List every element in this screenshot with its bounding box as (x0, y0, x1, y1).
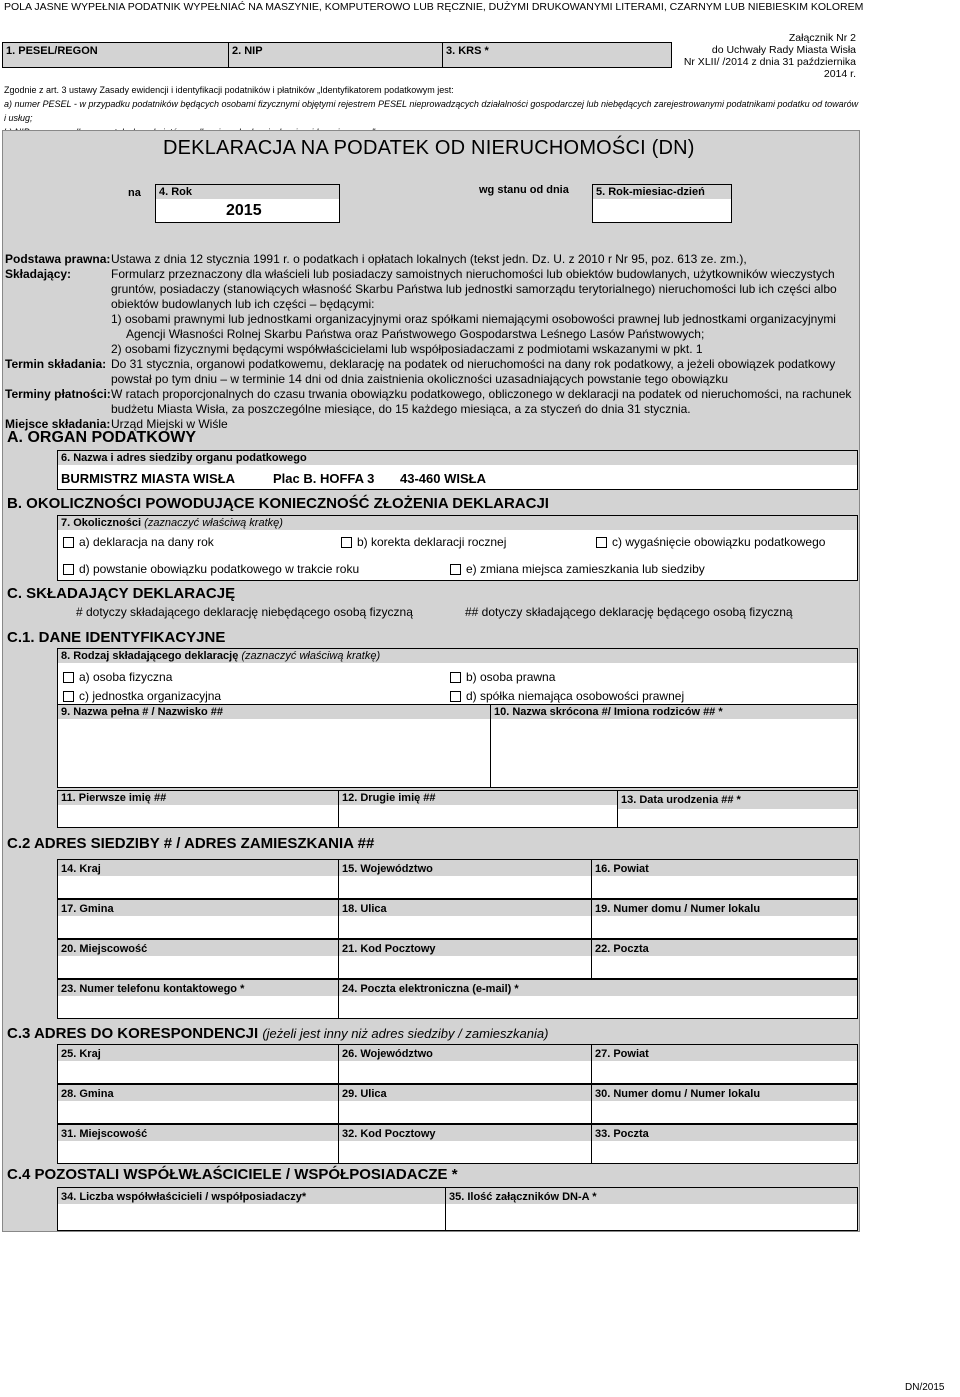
circumstances-label (58, 516, 286, 530)
option-e[interactable] (450, 562, 705, 576)
skladajacy-line-5: Agencji Własności Rolnej Skarbu Państwa oraz Państwowego Gospodarstwa Leśnego Lasów Państwowych; (126, 327, 705, 341)
skladajacy-line-3: obiektów budowlanych lub ich części – będącymi: (111, 297, 375, 311)
section-c4-title: C.4 POZOSTALI WSPÓŁWŁAŚCICIELE / WSPÓŁPOSIADACZE * (7, 1166, 458, 1183)
nip-label: 2. NIP (232, 45, 263, 57)
postal-code-field[interactable] (338, 939, 592, 979)
f23-label: 23. Numer telefonu kontaktowego * (61, 983, 245, 995)
annex-info (672, 32, 856, 80)
section-c-note-2: ## dotyczy składającego deklarację będącego osobą fizyczną (465, 605, 793, 619)
termin-line-2: powstał po tym dniu – w terminie 14 dni od dnia zaistnienia okoliczności uzasadniających powstanie tego obowiązku (111, 372, 729, 386)
f28-label: 28. Gmina (61, 1088, 114, 1100)
corr-postal-code-field[interactable] (338, 1124, 592, 1164)
krs-label: 3. KRS * (446, 45, 489, 57)
f12-label: 12. Drugie imię ## (342, 792, 436, 804)
platnosci-label: Terminy płatności: (5, 387, 111, 401)
country-field[interactable] (57, 859, 339, 899)
type-option-d-label: d) spółka niemająca osobowości prawnej (466, 689, 685, 703)
option-d[interactable] (63, 562, 359, 576)
f17-label: 17. Gmina (61, 903, 114, 915)
f35-label: 35. Ilość załączników DN-A * (449, 1191, 597, 1203)
pesel-regon-field[interactable] (2, 42, 229, 68)
podstawa-row (5, 252, 857, 267)
f19-label: 19. Numer domu / Numer lokalu (595, 903, 761, 915)
option-c-label: c) wygaśnięcie obowiązku podatkowego (612, 535, 826, 549)
section-c3-title-text: C.3 ADRES DO KORESPONDENCJI (7, 1025, 259, 1042)
type-option-b-label: b) osoba prawna (466, 670, 556, 684)
organ-label: 6. Nazwa i adres siedziby organu podatkowego (61, 452, 307, 464)
miejsce-text: Urząd Miejski w Wiśle (111, 417, 228, 431)
corr-street-field[interactable] (338, 1084, 592, 1124)
skladajacy-line-6: 2) osobami fizycznymi będącymi współwłaścicielami lub współposiadaczami z podmiotami wskazanymi w pkt. 1 (111, 342, 703, 356)
annex-line-1: Załącznik Nr 2 (788, 32, 856, 44)
declarant-type-label (58, 649, 383, 663)
type-checkbox-d[interactable] (450, 691, 461, 702)
declarant-type-hint: (zaznaczyć właściwą kratkę) (241, 650, 381, 662)
option-d-label: d) powstanie obowiązku podatkowego w trakcie roku (79, 562, 360, 576)
section-c-title: C. SKŁADAJĄCY DEKLARACJĘ (7, 585, 236, 602)
stan-label: wg stanu od dnia (479, 184, 569, 196)
termin-row (5, 357, 857, 387)
platnosci-text (111, 387, 857, 417)
corr-voivodeship-field[interactable] (338, 1044, 592, 1084)
checkbox-d[interactable] (63, 564, 74, 575)
termin-label: Termin składania: (5, 357, 107, 371)
option-e-label: e) zmiana miejsca zamieszkania lub siedziby (466, 562, 705, 576)
miejsce-label: Miejsce składania: (5, 417, 111, 431)
street-field[interactable] (338, 899, 592, 939)
year-label: 4. Rok (159, 186, 193, 198)
page-title: DEKLARACJA NA PODATEK OD NIERUCHOMOŚCI (DN) (163, 137, 695, 159)
podstawa-label: Podstawa prawna: (5, 252, 111, 266)
f14-label: 14. Kraj (61, 863, 101, 875)
platnosci-line-2: budżetu Miasta Wisła, za poszczególne miesiące, do 15 każdego miesiąca, a za styczeń do dnia 31 stycznia. (111, 402, 691, 416)
f9-label: 9. Nazwa pełna # / Nazwisko ## (61, 706, 224, 718)
option-a-label: a) deklaracja na dany rok (79, 535, 214, 549)
declarant-type-field (57, 648, 858, 705)
f11-label: 11. Pierwsze imię ## (61, 792, 167, 804)
organ-field[interactable] (57, 450, 858, 490)
circumstances-label-text: 7. Okoliczności (61, 517, 142, 529)
type-option-c-label: c) jednostka organizacyjna (79, 689, 222, 703)
f27-label: 27. Powiat (595, 1048, 649, 1060)
organ-name: BURMISTRZ MIASTA WISŁA (61, 471, 236, 486)
f25-label: 25. Kraj (61, 1048, 101, 1060)
platnosci-line-1: W ratach proporcjonalnych do czasu trwania obowiązku podatkowego, obliczonego w deklaracji na podatek od nieruchomości, na rachunek (111, 387, 852, 401)
skladajacy-line-4: 1) osobami prawnymi lub jednostkami organizacyjnymi oraz spółkami niemającymi osobowości prawnej lub jednostkami organizacyjnymi (111, 312, 836, 326)
section-c2-title: C.2 ADRES SIEDZIBY # / ADRES ZAMIESZKANIA ## (7, 835, 375, 852)
annex-line-3: Nr XLII/ /2014 z dnia 31 października 2014 r. (683, 56, 856, 80)
year-field[interactable] (155, 184, 340, 223)
circumstances-hint: (zaznaczyć właściwą kratkę) (144, 517, 283, 529)
voivodeship-field[interactable] (338, 859, 592, 899)
co-owners-count-field[interactable] (57, 1187, 446, 1231)
top-notice: POLA JASNE WYPEŁNIA PODATNIK WYPEŁNIAĆ NA MASZYNIE, KOMPUTEROWO LUB RĘCZNIE, DUŻYMI DRUKOWANYMI LITERAMI, CZARNYM LUB NIEBIESKIM KOLOREM (4, 1, 864, 13)
type-option-b[interactable] (450, 670, 555, 684)
f22-label: 22. Poczta (595, 943, 649, 955)
f34-label: 34. Liczba współwłaścicieli / współposiadaczy* (61, 1191, 307, 1203)
checkbox-b[interactable] (341, 537, 352, 548)
short-name-field[interactable] (490, 704, 858, 788)
date-field[interactable] (592, 184, 732, 223)
date-label: 5. Rok-miesiac-dzień (596, 186, 705, 198)
corr-county-field[interactable] (591, 1044, 858, 1084)
option-b-label: b) korekta deklaracji rocznej (357, 535, 507, 549)
first-name-field[interactable] (57, 790, 339, 828)
section-c1-title: C.1. DANE IDENTYFIKACYJNE (7, 629, 226, 646)
skladajacy-row (5, 267, 857, 357)
corr-locality-field[interactable] (57, 1124, 339, 1164)
second-name-field[interactable] (338, 790, 618, 828)
checkbox-a[interactable] (63, 537, 74, 548)
type-option-d[interactable] (450, 689, 684, 703)
section-b-title: B. OKOLICZNOŚCI POWODUJĄCE KONIECZNOŚĆ ZŁOŻENIA DEKLARACJI (7, 495, 549, 512)
podstawa-text: Ustawa z dnia 12 stycznia 1991 r. o podatkach i opłatach lokalnych (tekst jedn. Dz. U. z 2010 r Nr 95, poz. 613 ze. zm.), (111, 252, 747, 266)
nip-field[interactable] (228, 42, 443, 68)
option-b[interactable] (341, 535, 506, 549)
f16-label: 16. Powiat (595, 863, 649, 875)
form-code: DN/2015 (905, 1382, 945, 1393)
locality-field[interactable] (57, 939, 339, 979)
f26-label: 26. Województwo (342, 1048, 433, 1060)
f31-label: 31. Miejscowość (61, 1128, 148, 1140)
f18-label: 18. Ulica (342, 903, 387, 915)
f33-label: 33. Poczta (595, 1128, 649, 1140)
krs-field[interactable] (442, 42, 672, 68)
county-field[interactable] (591, 859, 858, 899)
type-checkbox-c[interactable] (63, 691, 74, 702)
organ-street: Plac B. HOFFA 3 (273, 471, 375, 486)
option-a[interactable] (63, 535, 214, 549)
section-a-title: A. ORGAN PODATKOWY (7, 429, 197, 446)
section-c-note-1: # dotyczy składającego deklarację niebędącego osobą fizyczną (76, 605, 413, 619)
platnosci-row (5, 387, 857, 417)
skladajacy-line-2: gruntów, posiadaczy (stanowiących własność Skarbu Państwa lub jednostki samorządu terytorialnego) nieruchomości lub ich części albo (111, 282, 837, 296)
year-value: 2015 (226, 202, 262, 219)
checkbox-c[interactable] (596, 537, 607, 548)
type-option-c[interactable] (63, 689, 221, 703)
attachments-count-field[interactable] (445, 1187, 858, 1231)
type-option-a[interactable] (63, 670, 172, 684)
organ-city: 43-460 WISŁA (400, 471, 486, 486)
f32-label: 32. Kod Pocztowy (342, 1128, 436, 1140)
commune-field[interactable] (57, 899, 339, 939)
section-c3-hint: (jeżeli jest inny niż adres siedziby / zamieszkania) (262, 1026, 549, 1041)
house-number-field[interactable] (591, 899, 858, 939)
legal-line-2: a) numer PESEL - w przypadku podatników będących osobami fizycznymi objętymi rejestrem PESEL nieprowadzących działalności gospodarczej lub niebędących zarejestrowanymi podatnikami podatku od towarów i usług; (4, 99, 859, 123)
section-c3-title (7, 1025, 548, 1042)
f30-label: 30. Numer domu / Numer lokalu (595, 1088, 761, 1100)
f29-label: 29. Ulica (342, 1088, 387, 1100)
corr-house-number-field[interactable] (591, 1084, 858, 1124)
post-office-field[interactable] (591, 939, 858, 979)
option-c[interactable] (596, 535, 825, 549)
f20-label: 20. Miejscowość (61, 943, 148, 955)
email-field[interactable] (338, 979, 858, 1019)
termin-line-1: Do 31 stycznia, organowi podatkowemu, deklarację na podatek od nieruchomości na dany rok podatkowy, a jeżeli obowiązek podatkowy (111, 357, 836, 371)
type-checkbox-b[interactable] (450, 672, 461, 683)
f15-label: 15. Województwo (342, 863, 433, 875)
pesel-regon-label: 1. PESEL/REGON (6, 45, 98, 57)
type-option-a-label: a) osoba fizyczna (79, 670, 173, 684)
f21-label: 21. Kod Pocztowy (342, 943, 436, 955)
checkbox-e[interactable] (450, 564, 461, 575)
corr-country-field[interactable] (57, 1044, 339, 1084)
corr-post-office-field[interactable] (591, 1124, 858, 1164)
circumstances-field (57, 515, 858, 581)
skladajacy-label: Składający: (5, 267, 72, 281)
info-block (5, 252, 857, 432)
legal-line-1: Zgodnie z art. 3 ustawy Zasady ewidencji i identyfikacji podatników i płatników „Identyfikatorem podatkowym jest: (4, 85, 454, 95)
skladajacy-text (111, 267, 857, 357)
corr-commune-field[interactable] (57, 1084, 339, 1124)
f24-label: 24. Poczta elektroniczna (e-mail) * (342, 983, 519, 995)
declarant-type-label-text: 8. Rodzaj składającego deklarację (61, 650, 239, 662)
f10-label: 10. Nazwa skrócona #/ Imiona rodziców ## * (494, 706, 723, 718)
type-checkbox-a[interactable] (63, 672, 74, 683)
na-label: na (128, 187, 141, 199)
annex-line-2: do Uchwały Rady Miasta Wisła (711, 44, 856, 56)
termin-text (111, 357, 857, 387)
phone-field[interactable] (57, 979, 339, 1019)
birth-date-field[interactable] (617, 790, 858, 828)
f13-label: 13. Data urodzenia ## * (621, 794, 741, 806)
full-name-field[interactable] (57, 704, 491, 788)
skladajacy-line-1: Formularz przeznaczony dla właścieli lub posiadaczy samoistnych nieruchomości lub obiektów budowlanych, użytkowników wieczystych (111, 267, 835, 281)
